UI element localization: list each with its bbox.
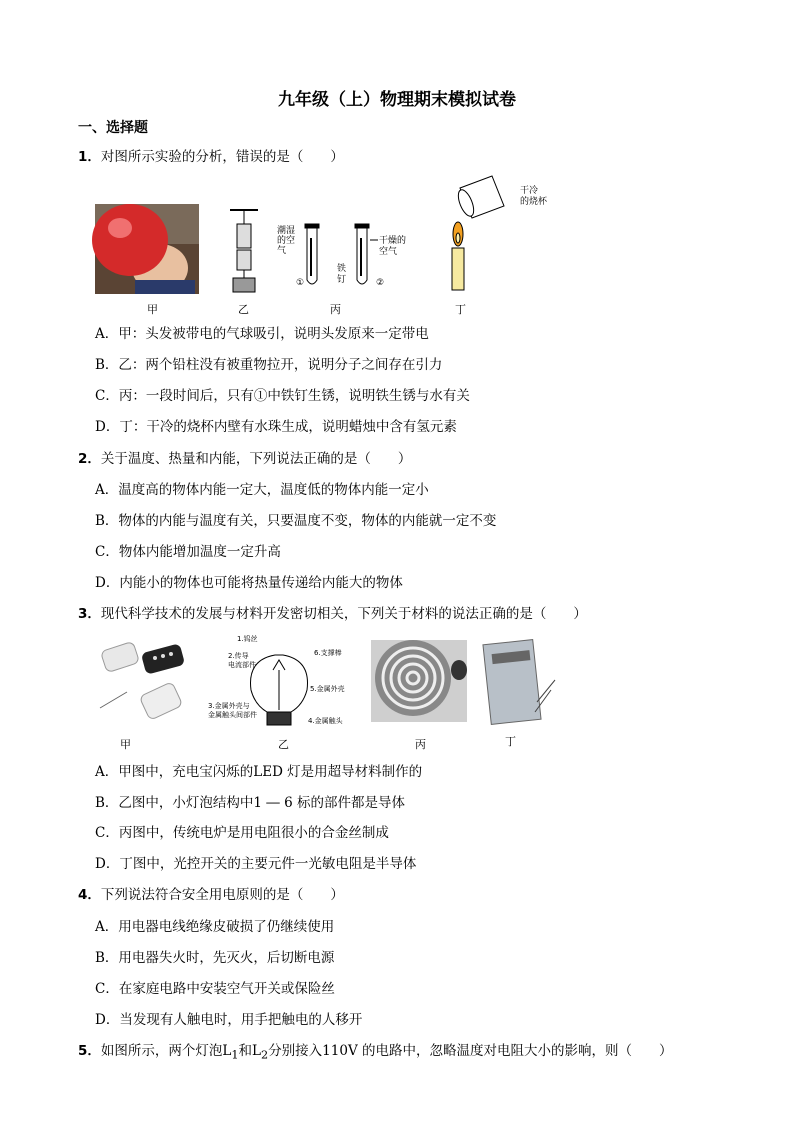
q2-option-c: C．物体内能增加温度一定升高 [95, 544, 281, 560]
bulb-label-6: 6.支撑棒 [314, 649, 342, 657]
section-heading: 一、选择题 [78, 120, 148, 136]
bulb-label-4: 4.金属触头 [308, 717, 343, 725]
q1-figure [90, 168, 570, 318]
question-number: 3． [78, 606, 101, 622]
question-2 [78, 447, 411, 467]
q4-option-a: A．用电器电线绝缘皮破损了仍继续使用 [95, 919, 335, 935]
q3-option-d: D．丁图中，光控开关的主要元件一光敏电阻是半导体 [95, 856, 417, 872]
question-text-b: 和L [238, 1043, 262, 1059]
bulb-label-5: 5.金属外壳 [310, 685, 345, 693]
q4-option-b: B．用电器失火时，先灭火，后切断电源 [95, 950, 335, 966]
subscript-1: 1 [231, 1048, 239, 1062]
bulb-label-1: 1.钨丝 [237, 635, 258, 643]
power-bank-photo [100, 641, 185, 720]
candle-cup [452, 176, 504, 290]
subscript-2: 2 [261, 1048, 269, 1062]
q2-option-a: A．温度高的物体内能一定大，温度低的物体内能一定小 [95, 482, 429, 498]
question-5 [78, 1039, 673, 1062]
q1-option-b: B．乙：两个铅柱没有被重物拉开，说明分子之间存在引力 [95, 357, 443, 373]
balloon-photo [92, 204, 199, 294]
bulb-label-2: 2.传导 电流部件 [228, 652, 256, 669]
q1-caption-bing: 丙 [330, 303, 341, 316]
bulb-diagram [251, 655, 308, 725]
label-nail: 铁 钉 [337, 264, 347, 285]
q3-caption-bing: 丙 [415, 738, 426, 751]
question-text: 关于温度、热量和内能，下列说法正确的是（ ） [100, 451, 412, 467]
q1-option-c: C．丙：一段时间后，只有①中铁钉生锈，说明铁生锈与水有关 [95, 388, 470, 404]
label-tube-1: ① [296, 278, 305, 288]
question-1 [78, 145, 344, 165]
q1-option-d: D．丁：干冷的烧杯内壁有水珠生成，说明蜡烛中含有氢元素 [95, 419, 457, 435]
q1-caption-jia: 甲 [147, 303, 158, 316]
lead-cylinders [230, 210, 258, 292]
question-text: 现代科学技术的发展与材料开发密切相关，下列关于材料的说法正确的是（ ） [100, 606, 587, 622]
q3-option-b: B．乙图中，小灯泡结构中1 ― 6 标的部件都是导体 [95, 795, 405, 811]
light-switch-photo [483, 640, 555, 725]
q1-caption-yi: 乙 [238, 303, 249, 316]
q3-caption-jia: 甲 [120, 738, 131, 751]
question-3 [78, 602, 587, 622]
question-number: 5． [78, 1043, 101, 1059]
q4-option-c: C．在家庭电路中安装空气开关或保险丝 [95, 981, 335, 997]
q1-caption-ding: 丁 [455, 303, 466, 316]
label-dry-air: 干燥的 空气 [379, 236, 407, 257]
question-number: 1． [78, 149, 101, 165]
question-4 [78, 883, 344, 903]
question-number: 4． [78, 887, 101, 903]
q4-option-d: D．当发现有人触电时，用手把触电的人移开 [95, 1012, 363, 1028]
question-number: 2． [78, 451, 101, 467]
question-text: 下列说法符合安全用电原则的是（ ） [100, 887, 344, 903]
label-tube-2: ② [376, 278, 385, 288]
question-text-c: 分别接入110V 的电路中，忽略温度对电阻大小的影响，则（ ） [268, 1043, 673, 1059]
question-text-a: 如图所示，两个灯泡L [100, 1043, 232, 1059]
bulb-label-3: 3.金属外壳与 金属触头间部件 [208, 702, 257, 719]
label-cold-cup: 干冷 的烧杯 [520, 186, 548, 207]
question-text: 对图所示实验的分析，错误的是（ ） [100, 149, 344, 165]
q3-option-a: A．甲图中，充电宝闪烁的LED 灯是用超导材料制作的 [95, 764, 423, 780]
q3-option-c: C．丙图中，传统电炉是用电阻很小的合金丝制成 [95, 825, 389, 841]
electric-stove-photo [371, 640, 467, 722]
label-humid-air: 潮湿 的空 气 [277, 226, 296, 256]
q1-option-a: A．甲：头发被带电的气球吸引，说明头发原来一定带电 [95, 326, 429, 342]
q3-caption-yi: 乙 [278, 738, 289, 751]
page-title: 九年级（上）物理期末模拟试卷 [278, 90, 516, 110]
q2-option-b: B．物体的内能与温度有关，只要温度不变，物体的内能就一定不变 [95, 513, 497, 529]
q2-option-d: D．内能小的物体也可能将热量传递给内能大的物体 [95, 575, 403, 591]
q3-caption-ding: 丁 [505, 735, 516, 748]
